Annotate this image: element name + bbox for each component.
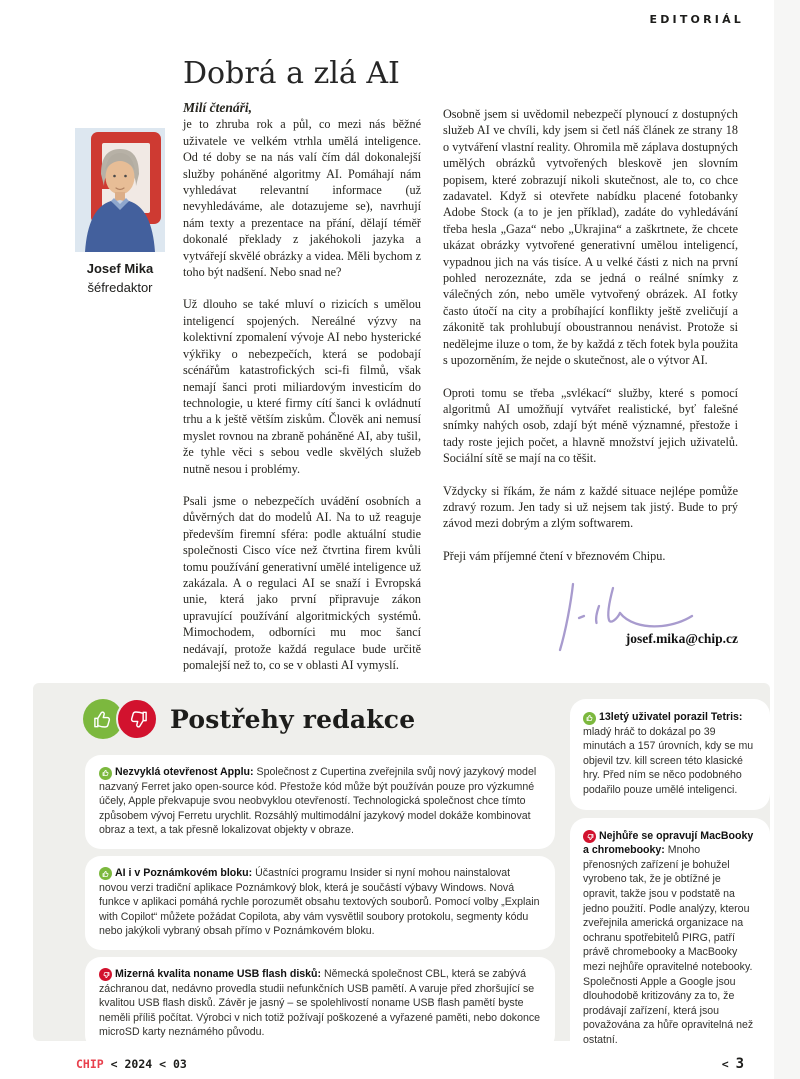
list-item — [570, 818, 770, 1060]
panel-title: Postřehy redakce — [170, 704, 416, 734]
list-item — [85, 957, 555, 1051]
item-body: Německá společnost CBL, která se zabývá záchranou dat, nedávno provedla studii nefunkčních USB pamětí. A varuje před zhoršující se kvalitou USB flash disků. Závěr je jasný – se spolehlivostí noname USB flash pamětí byste neměli příliš počítat. Výrobci v nich totiž požívají poškozené a vyřazené paměti, nebo dokonce microSD karty neznámého původu. — [99, 967, 541, 1039]
author-photo — [75, 128, 165, 252]
thumbs-down-icon — [583, 830, 596, 843]
thumbs-up-icon — [583, 712, 596, 725]
item-heading: Nejhůře se opravují MacBooky a chromebooky: — [583, 829, 754, 857]
signature-image — [543, 568, 703, 663]
item-heading: AI i v Poznámkovém bloku: — [115, 866, 253, 879]
thumbs-up-icon — [99, 767, 112, 780]
item-body: Účastníci programu Insider si nyní mohou nainstalovat novou verzi tradiční aplikace Poznámkový blok, která je součástí výbavy Windows. Nová funkce v aplikaci pomáhá rychle porozumět obsahu textových souborů. Pomocí volby „Explain with Copilot“ můžete požádat Copilota, aby vám vysvětlil soubory protokolu, segmenty kódu nebo jakýkoli vybraný obsah přímo v Poznámkovém bloku. — [99, 866, 540, 938]
postrehy-panel — [33, 683, 770, 1046]
thumbs-down-icon — [99, 968, 112, 981]
paragraph: Už dlouho se také mluví o rizicích s umělou inteligencí spojených. Nereálné výzvy na kolektivní zpomalení vývoje AI nebo hysterické výkřiky o nebezpečích, která se podobají scénářům katastrofických sci-fi filmů, však nemají šanci proti miliardovým investicím do technologie, u které firmy cítí šanci k ovládnutí trhu a k ještě větším ziskům. Člověk ani nemusí myslet rovnou na zbraně poháněné AI, aby tušil, že tyhle věci s sebou vedle skvělých služeb nutně nesou i problémy. — [183, 297, 421, 476]
item-body: mladý hráč to dokázal po 39 minutách a 157 úrovních, kdy se mu objevil tzv. kill screen této klasické hry. Před ním se něco podobného podařilo pouze umělé inteligenci. — [583, 725, 754, 796]
list-item — [85, 856, 555, 950]
paragraph: je to zhruba rok a půl, co mezi nás běžné uživatele ve velkém vtrhla umělá inteligence. Od té doby se na nás valí čím dál dokonalejší služby poháněné algoritmy AI. Pomáhají nám vyhledávat relevantní informace (už nevyhledáváme, ale dotazujeme se), navrhují nám texty a prezentace na přání, dělají téměř dokonalé překlady z jakéhokoli jazyka a vytvářejí skvělé obrázky a videa. Měli bychom z toho být nadšení. Nebo snad ne? — [183, 117, 421, 280]
cards-left-column — [85, 755, 555, 1051]
paragraph: Osobně jsem si uvědomil nebezpečí plynoucí z dostupných služeb AI ve chvíli, kdy jsem si četl náš článek ze strany 18 o vytváření vlastní reality. Ohromila mě záplava dostupných umělých obrázků vytvořených bleskově jen slovním popisem, které zobrazují nikoli skutečnost, ale to, co chce zadavatel. Když si otevřete nabídku placené fotobanky Adobe Stock (a to je jen příklad), zadáte do vyhledávání třeba hesla „Gaza“ nebo „Ukrajina“ a zaškrtnete, že chcete ukázat obrázky vytvořené generativní umělou inteligencí, vypadnou jich na vás tisíce. A u velké části z nich na první pohled nerozeznáte, zda se jedná o reálné snímky z válečných zón, nebo uměle vytvořený obrázek. AI fotky často útočí na city a probíhající konflikty ještě zveličují a zákonitě tak prohlubují oboustrannou nenávist. Protože si nedělejme iluze o tom, že by každá z těch fotek byla použita s upozorněním, že nejde o skutečnost, ale o výtvor AI. — [443, 107, 738, 368]
thumbs-down-icon — [116, 698, 158, 740]
brand-logo: CHIP — [76, 1057, 104, 1071]
author-email-link[interactable]: josef.mika@chip.cz — [625, 631, 738, 646]
author-name: Josef Mika — [86, 261, 154, 276]
paragraph: Oproti tomu se třeba „svlékací“ služby, které s pomocí algoritmů AI umožňují vytvářet realistické, byť falešné snímky nahých osob, zdají být méně významné, přestože i tady roste jejich počet, a hlavně množství jejich uživatelů. Sociální sítě se mají na co těšit. — [443, 385, 738, 466]
item-heading: 13letý uživatel porazil Tetris: — [599, 711, 743, 723]
list-item — [85, 755, 555, 849]
item-heading: Mizerná kvalita noname USB flash disků: — [115, 967, 322, 980]
editorial-column-1 — [183, 100, 421, 689]
page-footer — [76, 1056, 744, 1072]
item-heading: Nezvyklá otevřenost Applu: — [115, 766, 254, 778]
cards-right-column — [570, 699, 770, 1059]
paragraph: Přeji vám příjemné čtení v březnovém Chipu. — [443, 548, 666, 563]
issue-label: < 2024 < 03 — [110, 1057, 187, 1071]
salutation: Milí čtenáři, — [183, 100, 253, 115]
page-number — [722, 1056, 744, 1072]
item-body: Mnoho přenosných zařízení je bohužel vyrobeno tak, že je obtížné je opravit, takže jsou v podstatě na jedno použití. Podle analýzy, kterou zveřejnila americká organizace na ochranu spotřebitelů PIRG, patří právě chromebooky a MacBooky mezi nejhůře opravitelné notebooky. Společnosti Apple a Google jsou dlouhodobě kritizovány za to, že prodávají zařízení, která jsou považována za hůře opravitelná než ostatní. — [583, 844, 754, 1046]
paragraph: Vždycky si říkám, že nám z každé situace nejlépe pomůže zdravý rozum. Jen tady si už nejsem tak jistý. Bude to prý závod mezi dobrým a zlým softwarem. — [443, 483, 738, 531]
page-number-prefix: < — [721, 1057, 729, 1071]
editorial-column-2 — [443, 106, 738, 580]
author-role: šéfredaktor — [87, 280, 153, 295]
paragraph: Psali jsme o nebezpečích uvádění osobních a důvěrných dat do modelů AI. Na to už reaguje především firemní sféra: podle aktuální studie společnosti Cisco více než čtvrtina firem kvůli tomu používání generativní umělé inteligence už zakázala. A o regulaci AI se snaží i Evropská unie, která jako první připravuje zákon upravující používání algoritmických systémů. Mimochodem, odborníci mu moc šancí nedávají, protože každá regulace bude určitě pomalejší než to, co se v oblasti AI vymyslí. — [183, 493, 421, 672]
page-edge — [774, 0, 800, 1079]
list-item — [570, 699, 770, 810]
page-number-value: 3 — [735, 1056, 744, 1072]
footer-issue — [76, 1057, 187, 1071]
panel-header — [83, 698, 415, 740]
thumbs-up-icon — [99, 867, 112, 880]
section-label: EDITORIÁL — [649, 13, 744, 26]
page-title: Dobrá a zlá AI — [183, 56, 400, 91]
item-body: Společnost z Cupertina zveřejnila svůj nový jazykový model nazvaný Ferret jako open-source kód. Přestože kód může být používán pouze pro výzkumné účely, Apple překvapuje svou neobvyklou otevřeností. Technologická společnost chce tímto způsobem vývoj Ferretu urychlit. Rozsáhlý multimodální jazykový model dokáže kombinovat obraz a text, a tak přesně lokalizovat objekty v obraze. — [99, 766, 537, 837]
